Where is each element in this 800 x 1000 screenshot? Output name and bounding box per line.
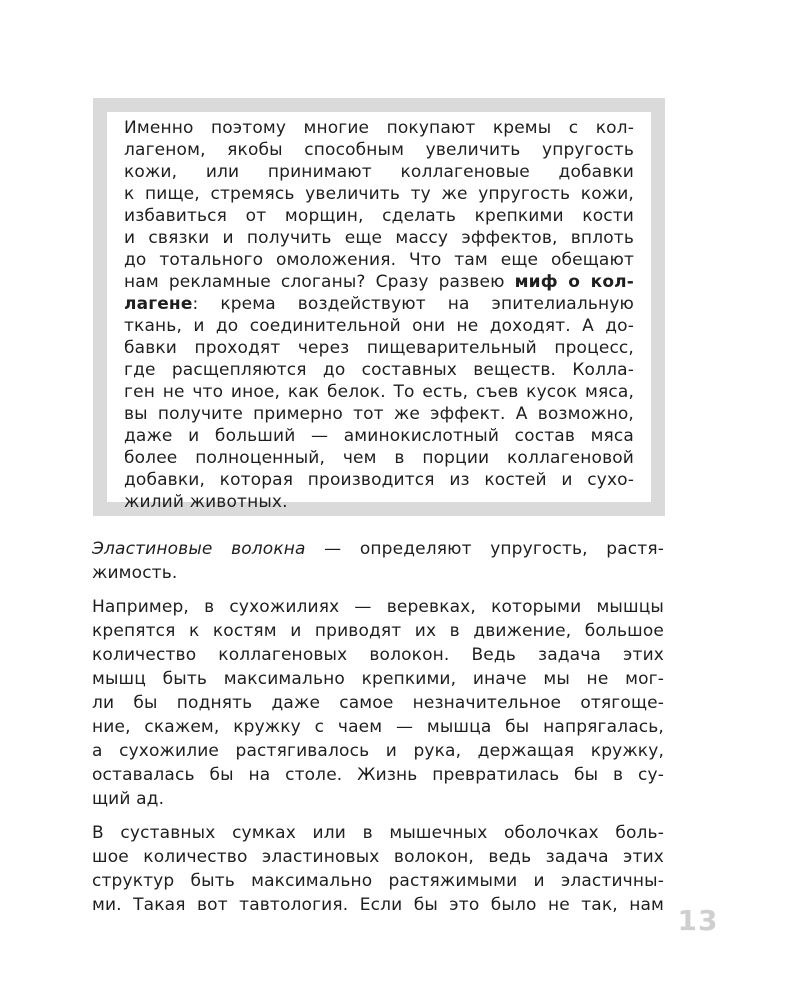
page-number: 13 — [677, 904, 719, 937]
boxed-note-line: бавки проходят через пищеварительный процесс, — [124, 338, 634, 358]
paragraph-elastic-line — [92, 538, 664, 560]
boxed-note-line: жилий животных. — [124, 492, 288, 512]
boxed-note-line: более полноценный, чем в порции коллагеновой — [124, 448, 634, 468]
paragraph-elastic-line: жимость. — [92, 563, 178, 583]
boxed-note-line: кожи, или принимают коллагеновые добавки — [124, 162, 634, 182]
paragraph-line: ми. Такая вот тавтология. Если бы это было не так, нам — [92, 895, 664, 915]
boxed-note-line: до тотального омоложения. Что там еще обещают — [124, 250, 634, 270]
boxed-note-line: где расщепляются до составных веществ. Колла- — [124, 360, 634, 380]
myth-highlight: миф о кол- — [514, 272, 634, 292]
myth-highlight-end: лагене — [124, 294, 193, 314]
paragraph-line: ли бы поднять даже самое незначительное отягоще- — [92, 693, 664, 713]
paragraph-line: шое количество эластиновых волокон, ведь задача этих — [92, 847, 664, 867]
elastic-term: Эластиновые волокна — [92, 539, 306, 559]
boxed-note-line: добавки, которая производится из костей и сухо- — [124, 470, 634, 490]
boxed-note-line: ткань, и до соединительной они не доходят. А до- — [124, 316, 634, 336]
boxed-note-line: и связки и получить еще массу эффектов, вплоть — [124, 228, 634, 248]
paragraph-text: — определяют упругость, растя- — [305, 539, 664, 559]
boxed-note-line: избавиться от морщин, сделать крепкими кости — [124, 206, 634, 226]
boxed-note-text: нам рекламные слоганы? Сразу развею — [124, 272, 515, 292]
paragraph-line: мышц быть максимально крепкими, иначе мы не мог- — [92, 669, 664, 689]
paragraph-line: а сухожилие растягивалось и рука, держащая кружку, — [92, 741, 664, 761]
boxed-note-line: вы получите примерно тот же эффект. А возможно, — [124, 404, 634, 424]
paragraph-line: количество коллагеновых волокон. Ведь задача этих — [92, 645, 664, 665]
paragraph-line: В суставных сумках или в мышечных оболочках боль- — [92, 823, 664, 843]
paragraph-line: крепятся к костям и приводят их в движение, большое — [92, 621, 664, 641]
boxed-note-line — [124, 293, 634, 315]
boxed-note-line: Именно поэтому многие покупают кремы с кол- — [124, 118, 634, 138]
boxed-note-line: к пище, стремясь увеличить ту же упругость кожи, — [124, 184, 634, 204]
paragraph-line: структур быть максимально растяжимыми и эластичны- — [92, 871, 664, 891]
boxed-note-line — [124, 271, 634, 293]
boxed-note-line: даже и больший — аминокислотный состав мяса — [124, 426, 634, 446]
paragraph-line: ние, скажем, кружку с чаем — мышца бы напрягалась, — [92, 717, 664, 737]
paragraph-line: щий ад. — [92, 789, 165, 809]
paragraph-line: оставалась бы на столе. Жизнь превратилась бы в су- — [92, 765, 664, 785]
paragraph-line: Например, в сухожилиях — веревках, которыми мышцы — [92, 597, 664, 617]
boxed-note-line: лагеном, якобы способным увеличить упругость — [124, 140, 634, 160]
boxed-note-line: ген не что иное, как белок. То есть, съев кусок мяса, — [124, 382, 634, 402]
boxed-note-text: : крема воздействуют на эпителиальную — [192, 294, 634, 314]
